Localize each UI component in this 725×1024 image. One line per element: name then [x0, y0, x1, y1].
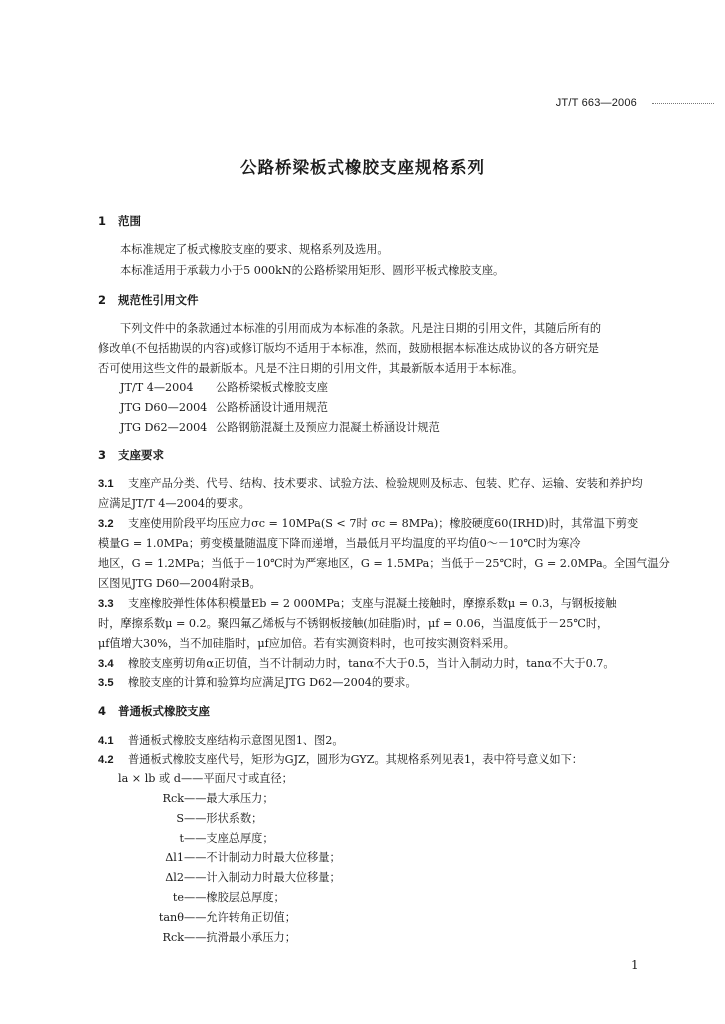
symbol-description: ——抗滑最小承压力； — [184, 931, 296, 944]
document-title: 公路桥梁板式橡胶支座规格系列 — [240, 158, 485, 177]
reference-code: JTG D62—2004 — [120, 421, 208, 434]
symbol-description: ——形状系数； — [184, 812, 263, 825]
reference-name: 公路钢筋混凝土及预应力混凝土桥涵设计规范 — [216, 421, 440, 434]
section-title: 支座要求 — [118, 448, 164, 462]
reference-item — [120, 401, 328, 415]
symbol-definition — [162, 792, 274, 806]
clause-3-3 — [98, 597, 617, 611]
section-4-heading — [98, 703, 210, 719]
reference-name: 公路桥梁板式橡胶支座 — [216, 381, 328, 394]
clause-text: 支座产品分类、代号、结构、技术要求、试验方法、检验规则及标志、包装、贮存、运输、安装和养护均 — [128, 477, 643, 490]
reference-code: JT/T 4—2004 — [120, 381, 194, 394]
clause-number: 3.5 — [98, 677, 114, 689]
clause-number: 3.1 — [98, 478, 114, 490]
clause-text: 支座使用阶段平均压应力σc = 10MPa(S < 7时 σc = 8MPa)；橡胶硬度60(IRHD)时，其常温下剪变 — [128, 517, 639, 530]
paragraph-line: 应满足JT/T 4—2004的要求。 — [98, 497, 250, 510]
paragraph-line: 下列文件中的条款通过本标准的引用而成为本标准的条款。凡是注日期的引用文件，其随后所有的 — [120, 322, 602, 335]
paragraph-line: 本标准规定了板式橡胶支座的要求、规格系列及选用。 — [120, 243, 389, 256]
clause-number: 4.1 — [98, 735, 114, 747]
symbol-description: ——平面尺寸或直径； — [180, 772, 293, 785]
clause-3-2 — [98, 517, 638, 531]
reference-item — [120, 421, 440, 435]
clause-text: 支座橡胶弹性体体积模量Eb = 2 000MPa；支座与混凝土接触时，摩擦系数μ = 0.3，与钢板接触 — [128, 597, 617, 610]
section-1-heading — [98, 213, 141, 229]
section-number: 3 — [98, 448, 107, 462]
clause-text: 普通板式橡胶支座结构示意图见图1、图2。 — [128, 734, 344, 747]
section-number: 1 — [98, 214, 107, 228]
clause-text: 橡胶支座剪切角α正切值，当不计制动力时，tanα不大于0.5，当计入制动力时，tanα不大于0.7。 — [128, 657, 615, 670]
clause-3-1 — [98, 477, 643, 491]
section-number: 2 — [98, 293, 107, 307]
symbol: Rck — [162, 931, 184, 944]
symbol: Δl2 — [165, 871, 184, 884]
clause-number: 3.4 — [98, 658, 114, 670]
symbol-description: ——允许转角正切值； — [184, 911, 296, 924]
symbol-description: ——橡胶层总厚度； — [184, 891, 285, 904]
symbol-description: ——计入制动力时最大位移量； — [184, 871, 341, 884]
paragraph-line: 本标准适用于承载力小于5 000kN的公路桥梁用矩形、圆形平板式橡胶支座。 — [120, 264, 505, 277]
symbol-description: ——支座总厚度； — [184, 832, 274, 845]
section-number: 4 — [98, 704, 107, 718]
symbol-description: ——不计制动力时最大位移量； — [184, 851, 341, 864]
clause-number: 3.2 — [98, 518, 114, 530]
section-2-heading — [98, 292, 199, 308]
reference-code: JTG D60—2004 — [120, 401, 208, 414]
symbol-definition — [118, 772, 293, 786]
page-number: 1 — [631, 958, 639, 972]
reference-name: 公路桥涵设计通用规范 — [216, 401, 328, 414]
symbol-definition — [148, 911, 296, 925]
symbol-definition — [162, 891, 285, 905]
paragraph-line: 否可使用这些文件的最新版本。凡是不注日期的引用文件，其最新版本适用于本标准。 — [98, 362, 524, 375]
symbol: S — [176, 812, 184, 825]
symbol: t — [179, 832, 184, 845]
clause-4-1 — [98, 734, 344, 748]
header-dotted-rule — [652, 103, 714, 104]
symbol: Rck — [162, 792, 184, 805]
clause-number: 3.3 — [98, 598, 114, 610]
paragraph-line: 区图见JTG D60—2004附录B。 — [98, 577, 261, 590]
paragraph-line: 修改单(不包括勘误的内容)或修订版均不适用于本标准，然而，鼓励根据本标准达成协议的各方研究是 — [98, 342, 599, 355]
symbol-definition — [158, 931, 296, 945]
section-3-heading — [98, 447, 164, 463]
symbol: la × lb 或 d — [118, 772, 181, 785]
paragraph-line: μf值增大30%，当不加硅脂时，μf应加倍。若有实测资料时，也可按实测资料采用。 — [98, 637, 515, 650]
symbol-definition — [162, 812, 262, 826]
section-title: 普通板式橡胶支座 — [118, 704, 210, 718]
clause-number: 4.2 — [98, 754, 114, 766]
clause-3-5 — [98, 676, 417, 690]
symbol-definition — [162, 832, 274, 846]
paragraph-line: 地区，G = 1.2MPa；当低于－10℃时为严寒地区，G = 1.5MPa；当低于－25℃时，G = 2.0MPa。全国气温分 — [98, 557, 670, 570]
symbol-definition — [158, 871, 341, 885]
paragraph-line: 时，摩擦系数μ = 0.2。聚四氟乙烯板与不锈钢板接触(加硅脂)时，μf = 0.06，当温度低于－25℃时， — [98, 617, 609, 630]
clause-text: 普通板式橡胶支座代号，矩形为GJZ，圆形为GYZ。其规格系列见表1，表中符号意义如下： — [128, 753, 583, 766]
section-title: 范围 — [118, 214, 141, 228]
symbol-definition — [158, 851, 341, 865]
standard-code: JT/T 663—2006 — [555, 97, 637, 109]
symbol: te — [172, 891, 184, 904]
clause-4-2 — [98, 753, 583, 767]
symbol: Δl1 — [165, 851, 184, 864]
clause-3-4 — [98, 657, 615, 671]
reference-item — [120, 381, 328, 395]
section-title: 规范性引用文件 — [118, 293, 199, 307]
clause-text: 橡胶支座的计算和验算均应满足JTG D62—2004的要求。 — [128, 676, 417, 689]
symbol-description: ——最大承压力； — [184, 792, 274, 805]
symbol: tanθ — [158, 911, 184, 924]
paragraph-line: 模量G = 1.0MPa；剪变模量随温度下降而递增，当最低月平均温度的平均值0～－10℃时为寒冷 — [98, 537, 581, 550]
